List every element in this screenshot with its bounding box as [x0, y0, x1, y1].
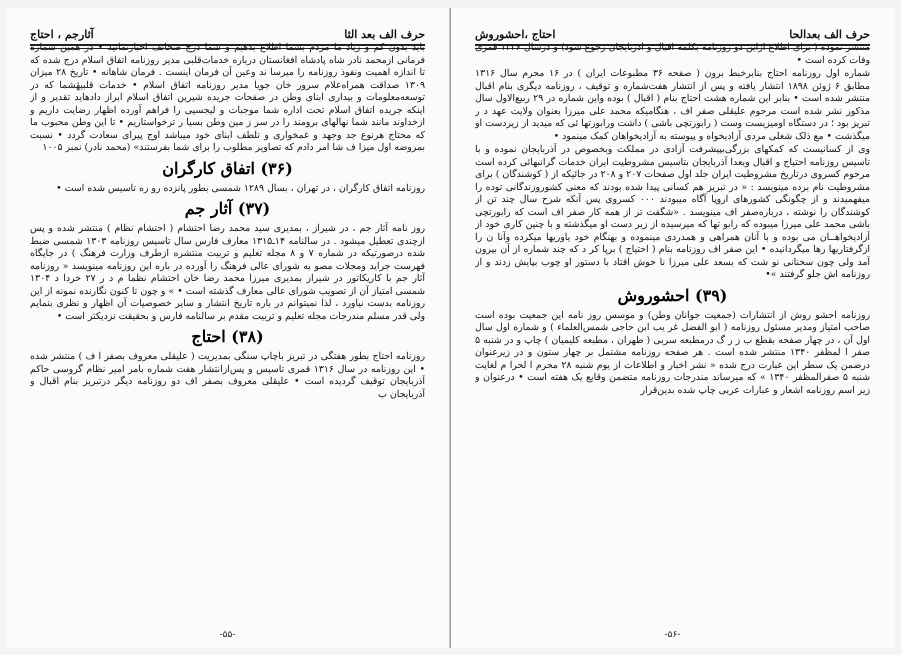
paragraph: روز نامه آثار جم ، در شیراز ، بمدیری سید محمد رضا احتشام ( احتشام نظام ) منتشر شده و پس ازچندی تعطیل میشود . در سالنامه ۱۴ـ۱۳۱۵ معارف فارس سال تاسیس روزنامه ۱۳۰۳ شمسی ضبط شده درصورتیکه در شماره ۷ و ۸ مجله تعلیم و تربیت منتشره ازطرف وزارت فرهنگ ) در جایگاه فهرست جراید ومجلات مصو به شورای عالی فرهنگ را آورده در باره این روزنامه مینویسد « روزنامه آثار جم با کاریکاتور در شیراز بمدیری میرزا محمد رضا خان احتشام نظما م د ر ۲۷ خردا د ۱۳۰۴ شمسی امتیاز آن از تصویب شورای عالی معارف گذشته است • » و چون تا کنون نگارنده نمونه از این روزنامه بدست نیاورد ، لذا نمیتوانم در باره تاریخ انتشار و سایر خصوصیات آن اظهار و نظری بنمایم ولی قدر مسلم مندرجات مجله تعلیم و تربیت مقدم بر سالنامه فارس و بحقیقت نزدیکتر است • — [30, 223, 425, 322]
entry-heading: (۳۹) احشوروش — [617, 285, 728, 305]
paragraph: روزنامه احشو روش از انتشارات (جمعیت جوانان وطن) و موسس روز نامه این جمعیت بوده است صاحب امتیاز ومدیر مسئول روزنامه ( ابو الفضل غر یب ابن حاجی شمس‌العلماء ) و شماره اول سال اول آن ، در چهار صفحه بقطع ب ز ر گ درمطبعه سربی ( طهران ، مطبعه کلیمیان ) چاپ و در شنبه ۵ صفر ا لمظفر ۱۳۴۰ منتشر شده است . هر صفحه روزنامه مشتمل بر چهار ستون و در زیرعنوان درضمن یک سطر این عبارت درج شده « نشر اخبار و اطلاعات از یوم شنبه ۲۸ محرم ا لحرا م لغایت شنبه ۵ صفرالمظفر ۱۳۴۰ » که میرساند مندرجات روزنامه متضمن وقایع یک هفته است • درعنوان و زیر اسم روزنامه اشعار و عبارات عربی چاپ شده بدین‌قرار — [475, 309, 870, 396]
paragraph: شماره اول روزنامه احتاج بنابرخبط برون ( صفحه ۳۶ مطبوعات ایران ) در ۱۶ محرم سال ۱۳۱۶ مطابق ۶ ژوئن ۱۸۹۸ انتشار یافته و پس از انتشار هفت‌شماره و توقیف ، روزنامه دیگری بنام اقبال منتشر شده است • بنابر این شماره هشت احتاج بنام ( اقبال ) بوده واین شماره در ۲۹ ربیع‌الاول سال مذکور نشر شده است مرحوم علیقلی صفر اف ، هنگامیکه محمد علی میرزا بعنوان ولایت عهد د ر تبریز بود ؛ در دستگاه اومیزیست وست ( رابورتچی باشی ) داشت ورابورتها ئی که میدید از زیردست او میگذشت • مع ذلک شغلی مردی آزادیخواه و پیوسته به آزادیخواهان کمک مینمود • — [475, 68, 870, 142]
left-page-text — [30, 42, 425, 626]
paragraph: منتشر نموده ( برای اطلاع ازاین دو روزنامه بکلمه اقبال و آذربایجان رجوع شود) و درسال ۱۳۲۶ قمری وفات کرده است • — [475, 42, 870, 66]
right-page-number: -۵۶- — [664, 630, 681, 640]
left-page — [6, 8, 450, 648]
right-header-left: احتاج ،احشوروش — [475, 28, 556, 41]
right-page-text — [475, 42, 870, 626]
left-header-left: آثارجم ، احتاج — [30, 28, 94, 41]
left-header-right: حرف الف بعد الثا — [344, 28, 425, 41]
paragraph: روزنامه اتفاق کارگران ، در تهران ، بسال ۱۲۸۹ شمسی بطور پانزده رو زه تاسیس شده است • — [56, 182, 425, 194]
paragraph: باید بدون کم و زیاد ما مردم بشما اطلاع بدهیم و شما درج صحائف اخبارنمائید • در همین شماره فرمانی ازمحمد نادر شاه پادشاه افغانستان درباره خدمات‌قلبی مدیر روزنامه اتفاق اسلام درج شده که تا اندازه اهمیت ونفوذ روزنامه را میرسا ند وعین آن فرمان اینست . فرمان شاهانه • تاریخ ۲۸ میزان ۱۳۰۹ صداقت همراه‌علام سرور خان جویا مدیر روزنامه اتفاق اسلام • خدمات قلبیهٔشما که در توسعه‌معلومات و بیداری ابنای وطن در صفحات جریده شیرین اتفاق اسلام ابراز دادهاید تقدیر و از اینکه جریده اتفاق اسلام تحت اداره شما موجبات و لیجسیی را فراهم آورده اظهار رضایت داریم و ازخداوند مانند شما نهالهای برومند را در سر ز مین وطن بسیا ر ترخواستاریم • تا این وطن محبوب ما که محتاج هرنوع جد وجهد و غمخواری و تلطف ابنای خود میباشد اوج پیرای سعادت گردد • نسبت بمروضه اول میزا ف شا امر دادم که تصاویر مطلوب را برای شما بفرستند» (محمد نادر) نمبر ۱۰۰۵ — [30, 42, 425, 153]
right-page — [450, 8, 894, 648]
paragraph: وی از کسانیست که کمکهای بزرگی‌بپیشرفت آزادی در مملکت وبخصوص در آذربایجان نموده و با تاسیس روزنامه احتیاج و اقبال وبعدا آذربایجان بتاسیس مشروطیت ایران خدمات گرانبهائی کرده است مرحوم کسروی درتاریخ مشروطیت ایران جلد اول صفحات ۲۰۷ و ۲۰۸ در جائیکه از ( کوشندگان ) برای مشروطیت نام برده مینویسد : « در تبریز هم کسانی پیدا شده بودند که معنی کشوروزندگانی توده را میفهمیدند و از چگونگی کشورهای اروپا آگاه میبودند ۰۰۰ کسروی پس آنکه شرح سال چند تن از کوشندگان را نوشته ، درباره‌صفر اف مینویسد . «شگفت تر از همه کار صفر اف است که رابورتچی باشی محمد علی میرزا میبوده که رابو تها که میرسیده از زیر دست او میگذشته و با چنین کاری خود از آزادیخواهــان می بوده و با آنان همراهی و همدردی مینموده و بهنگام خود یاوریها میکرده وآنا ن را ازگرفتاریها رها میگردانیده • این صفر اف روزنامه بنام ( احتیاج ) برپا کر د که چند شماره از آن بیرون آمد ولی چون سخنانی نو شت که بسعد علی میرزا نا خوش افتاد با دستور او چوب بپایش زدند و از روزنامه اش جلو گرفتند »• — [475, 144, 870, 280]
paragraph: روزنامه احتاج بطور هفتگی در تبریز باچاپ سنگی بمدیریت ( علیقلی معروف بصفر ا ف ) منتشر شده • این روزنامه در سال ۱۳۱۶ قمری تاسیس و پس‌ازانتشار هفت شماره بامر امیر نظام گروسی حاکم آذربایجان توقیف گردیده است • علیقلی معروف بصفر اف دو روزنامه دیگر درتبریز بنام اقبال و آذربایجان ب — [30, 351, 425, 400]
left-page-number: -۵۵- — [219, 630, 236, 640]
entry-heading: (۳۸) احتاج — [191, 327, 264, 346]
right-header-right: حرف الف بعدالحا — [789, 28, 870, 41]
book-gutter — [450, 8, 451, 648]
book-spread — [6, 8, 895, 648]
entry-heading: (۳۶) اتفاق کارگران — [162, 158, 293, 178]
entry-heading: (۳۷) آثار جم — [184, 199, 271, 218]
